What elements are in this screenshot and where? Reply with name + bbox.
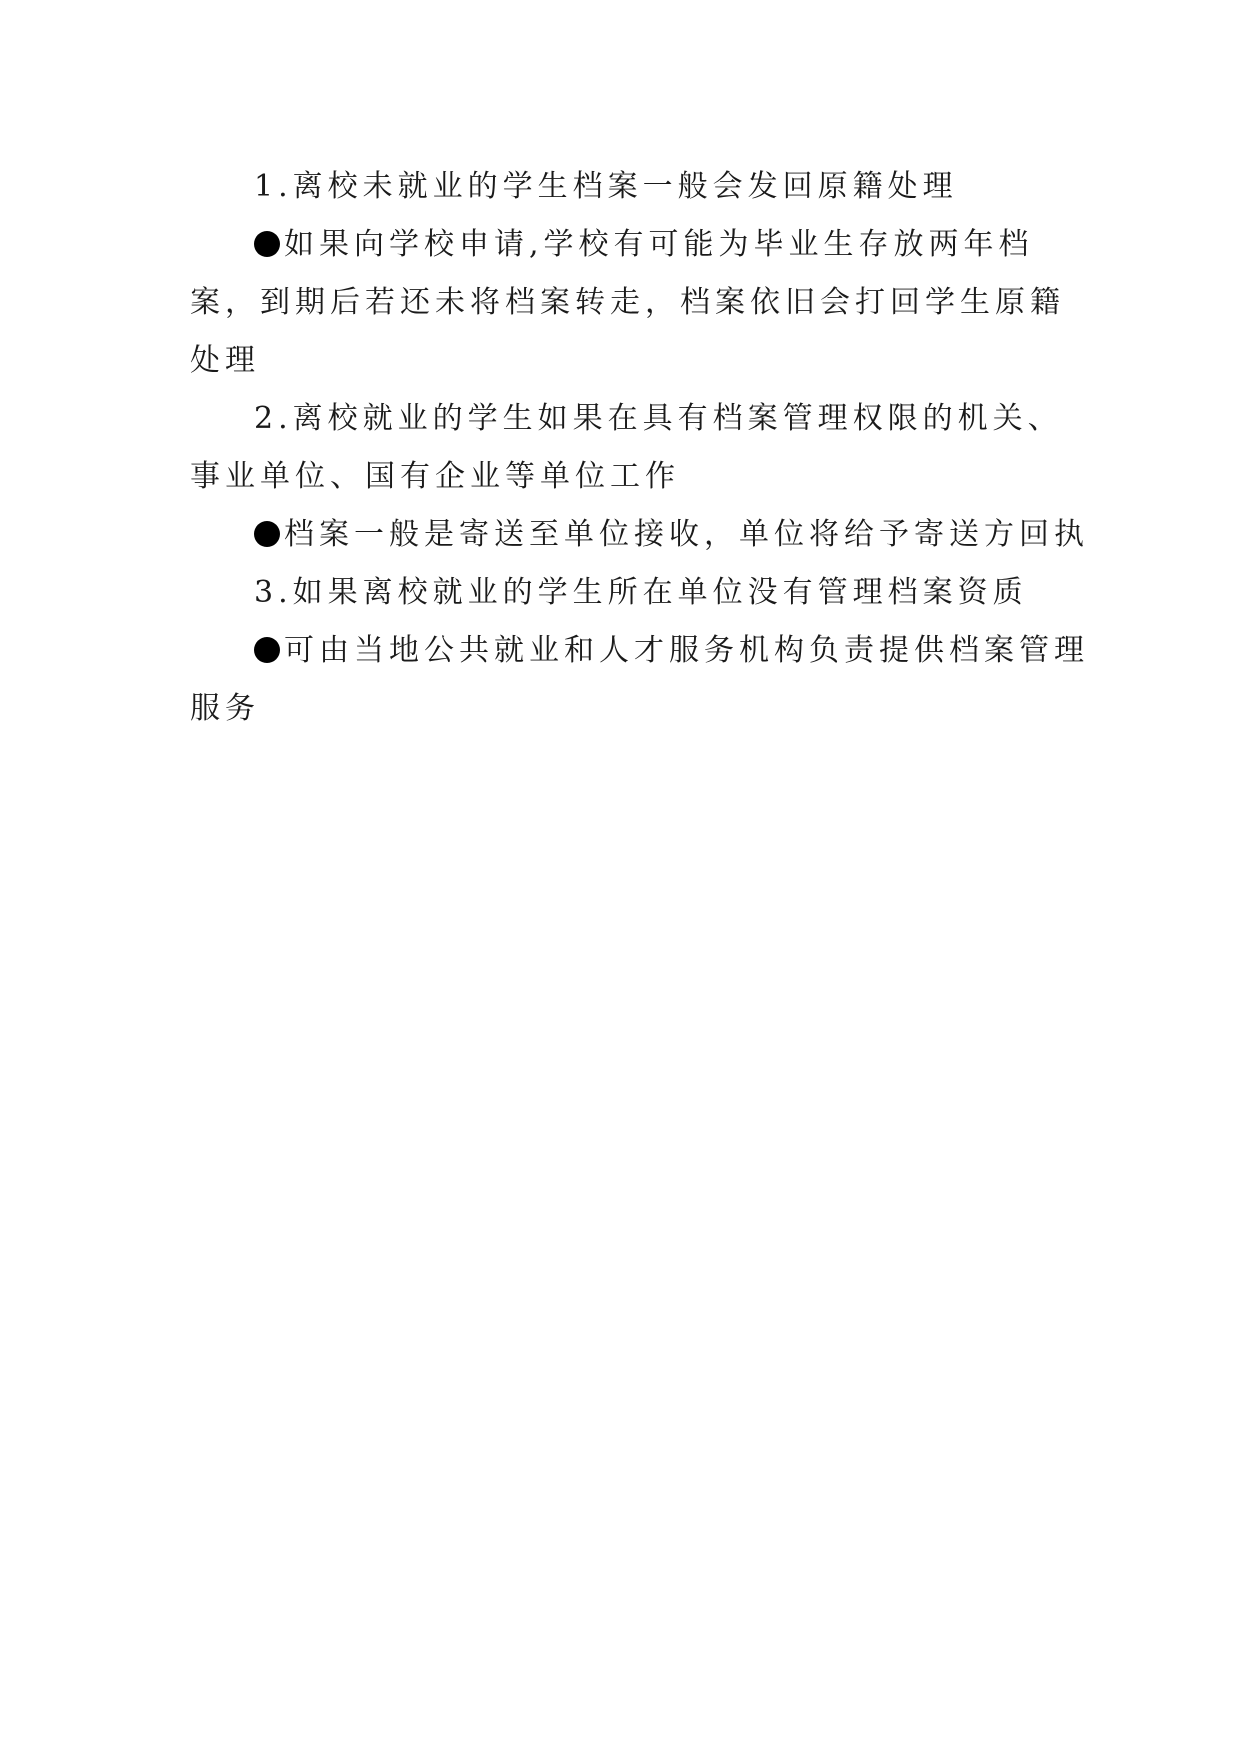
- bullet-dot-icon: [254, 521, 280, 547]
- bullet-2-text: 档案一般是寄送至单位接收，单位将给予寄送方回执: [284, 517, 1089, 552]
- heading-2: [190, 390, 1090, 506]
- bullet-1: [190, 216, 1090, 390]
- heading-3: [190, 564, 1090, 622]
- bullet-dot-icon: [254, 231, 280, 257]
- heading-2-text: 2.离校就业的学生如果在具有档案管理权限的机关、事业单位、国有企业等单位工作: [190, 401, 1063, 494]
- heading-1: [190, 158, 1090, 216]
- bullet-1-text: 如果向学校申请,学校有可能为毕业生存放两年档案，到期后若还未将档案转走，档案依旧会打回学生原籍处理: [190, 227, 1065, 378]
- heading-1-text: 1.离校未就业的学生档案一般会发回原籍处理: [254, 169, 958, 204]
- document-body: [190, 158, 1090, 738]
- bullet-3: [190, 622, 1090, 738]
- bullet-3-text: 可由当地公共就业和人才服务机构负责提供档案管理服务: [190, 633, 1089, 726]
- bullet-2: [190, 506, 1090, 564]
- bullet-dot-icon: [254, 637, 280, 663]
- heading-3-text: 3.如果离校就业的学生所在单位没有管理档案资质: [254, 575, 1028, 610]
